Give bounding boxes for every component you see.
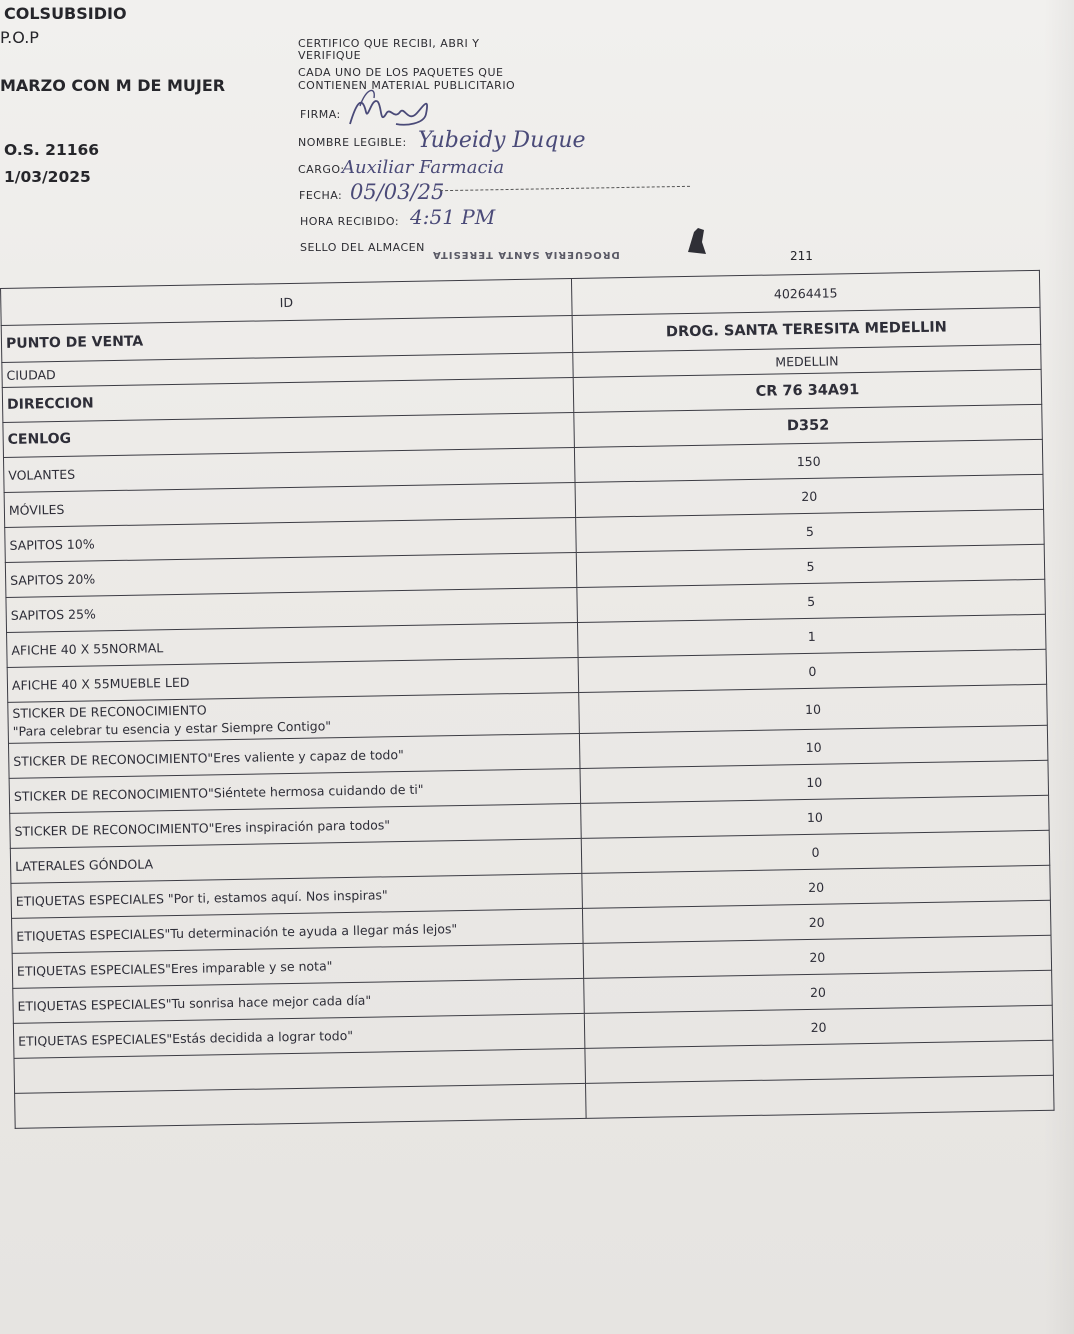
department-label: P.O.P bbox=[0, 28, 39, 47]
empty-cell bbox=[586, 1075, 1055, 1118]
row-value: 1 bbox=[577, 614, 1046, 657]
id-label: ID bbox=[279, 294, 294, 310]
row-value: 0 bbox=[578, 649, 1047, 692]
row-value: 20 bbox=[582, 900, 1051, 943]
document-date: 1/03/2025 bbox=[4, 168, 91, 186]
order-number: O.S. 21166 bbox=[4, 141, 100, 159]
row-label: ETIQUETAS ESPECIALES "Por ti, estamos aquí. Nos inspiras" bbox=[11, 873, 583, 918]
row-value: 20 bbox=[582, 865, 1051, 908]
row-value: MEDELLIN bbox=[573, 344, 1041, 377]
row-value: 5 bbox=[576, 544, 1045, 587]
fecha-value: 05/03/25 bbox=[350, 180, 445, 204]
row-value: 20 bbox=[584, 970, 1053, 1013]
row-label: ETIQUETAS ESPECIALES"Estás decidida a lograr todo" bbox=[13, 1013, 585, 1058]
firma-label: FIRMA: bbox=[300, 108, 341, 121]
row-value: 5 bbox=[577, 579, 1046, 622]
cargo-value: Auxiliar Farmacia bbox=[342, 157, 505, 178]
row-label: VOLANTES bbox=[3, 447, 575, 492]
signature-scribble bbox=[346, 84, 436, 134]
row-value: 10 bbox=[581, 795, 1050, 838]
row-label: SAPITOS 10% bbox=[5, 517, 577, 562]
row-value: 150 bbox=[574, 439, 1043, 482]
campaign-title: MARZO CON M DE MUJER bbox=[0, 76, 226, 95]
row-value: DROG. SANTA TERESITA MEDELLIN bbox=[572, 307, 1041, 352]
stamp-text: DROGUERIA SANTA TERESITA bbox=[432, 249, 620, 260]
cert-line-1: CERTIFICO QUE RECIBI, ABRI Y bbox=[298, 37, 480, 50]
row-label: STICKER DE RECONOCIMIENTO"Siéntete hermosa cuidando de ti" bbox=[9, 768, 581, 813]
stamp-mark bbox=[684, 222, 710, 258]
hora-label: HORA RECIBIDO: bbox=[300, 215, 400, 228]
row-label: STICKER DE RECONOCIMIENTO"Eres inspiración para todos" bbox=[10, 803, 582, 848]
row-label: ETIQUETAS ESPECIALES"Eres imparable y se nota" bbox=[12, 943, 584, 988]
materials-table bbox=[0, 270, 1055, 1129]
row-label: CIUDAD bbox=[2, 353, 573, 388]
row-label: CENLOG bbox=[3, 413, 575, 458]
hora-value: 4:51 PM bbox=[410, 205, 496, 229]
id-value: 40264415 bbox=[773, 284, 838, 301]
row-label: ETIQUETAS ESPECIALES"Tu sonrisa hace mejor cada día" bbox=[13, 978, 585, 1023]
row-label: STICKER DE RECONOCIMIENTO"Eres valiente y capaz de todo" bbox=[8, 733, 580, 778]
row-value: 20 bbox=[575, 474, 1044, 517]
row-label: DIRECCION bbox=[2, 378, 574, 423]
cargo-label: CARGO: bbox=[298, 163, 345, 176]
row-value: 10 bbox=[580, 760, 1049, 803]
row-label: SAPITOS 25% bbox=[6, 587, 578, 632]
row-value: 20 bbox=[584, 1005, 1053, 1048]
row-label-line1: STICKER DE RECONOCIMIENTO bbox=[12, 702, 207, 721]
paper-edge-shadow bbox=[1044, 0, 1074, 1334]
cert-line-2: VERIFIQUE bbox=[298, 49, 362, 62]
materials-table-wrap bbox=[0, 267, 1074, 1166]
page-number: 211 bbox=[790, 249, 813, 263]
row-value: 10 bbox=[579, 684, 1048, 733]
row-label: AFICHE 40 X 55NORMAL bbox=[7, 622, 579, 667]
row-label: MÓVILES bbox=[4, 482, 576, 527]
row-value: 0 bbox=[581, 830, 1050, 873]
cert-line-4: CONTIENEN MATERIAL PUBLICITARIO bbox=[298, 79, 516, 92]
cert-line-3: CADA UNO DE LOS PAQUETES QUE bbox=[298, 66, 504, 79]
row-value: D352 bbox=[574, 404, 1043, 447]
row-label: AFICHE 40 X 55MUEBLE LED bbox=[7, 657, 579, 702]
nombre-label: NOMBRE LEGIBLE: bbox=[298, 136, 407, 149]
row-value: 5 bbox=[576, 509, 1045, 552]
row-label: ETIQUETAS ESPECIALES"Tu determinación te ayuda a llegar más lejos" bbox=[12, 908, 584, 953]
company-name: COLSUBSIDIO bbox=[4, 4, 127, 23]
row-value: CR 76 34A91 bbox=[573, 369, 1042, 412]
fecha-label: FECHA: bbox=[299, 189, 343, 202]
sello-label: SELLO DEL ALMACEN bbox=[300, 241, 425, 254]
row-value: 20 bbox=[583, 935, 1052, 978]
row-label-line2: "Para celebrar tu esencia y estar Siempre Contigo" bbox=[12, 718, 332, 739]
row-label: PUNTO DE VENTA bbox=[1, 316, 573, 363]
row-label: LATERALES GÓNDOLA bbox=[10, 838, 582, 883]
row-label: SAPITOS 20% bbox=[5, 552, 577, 597]
nombre-value: Yubeidy Duque bbox=[418, 128, 586, 153]
row-value: 10 bbox=[579, 725, 1048, 768]
